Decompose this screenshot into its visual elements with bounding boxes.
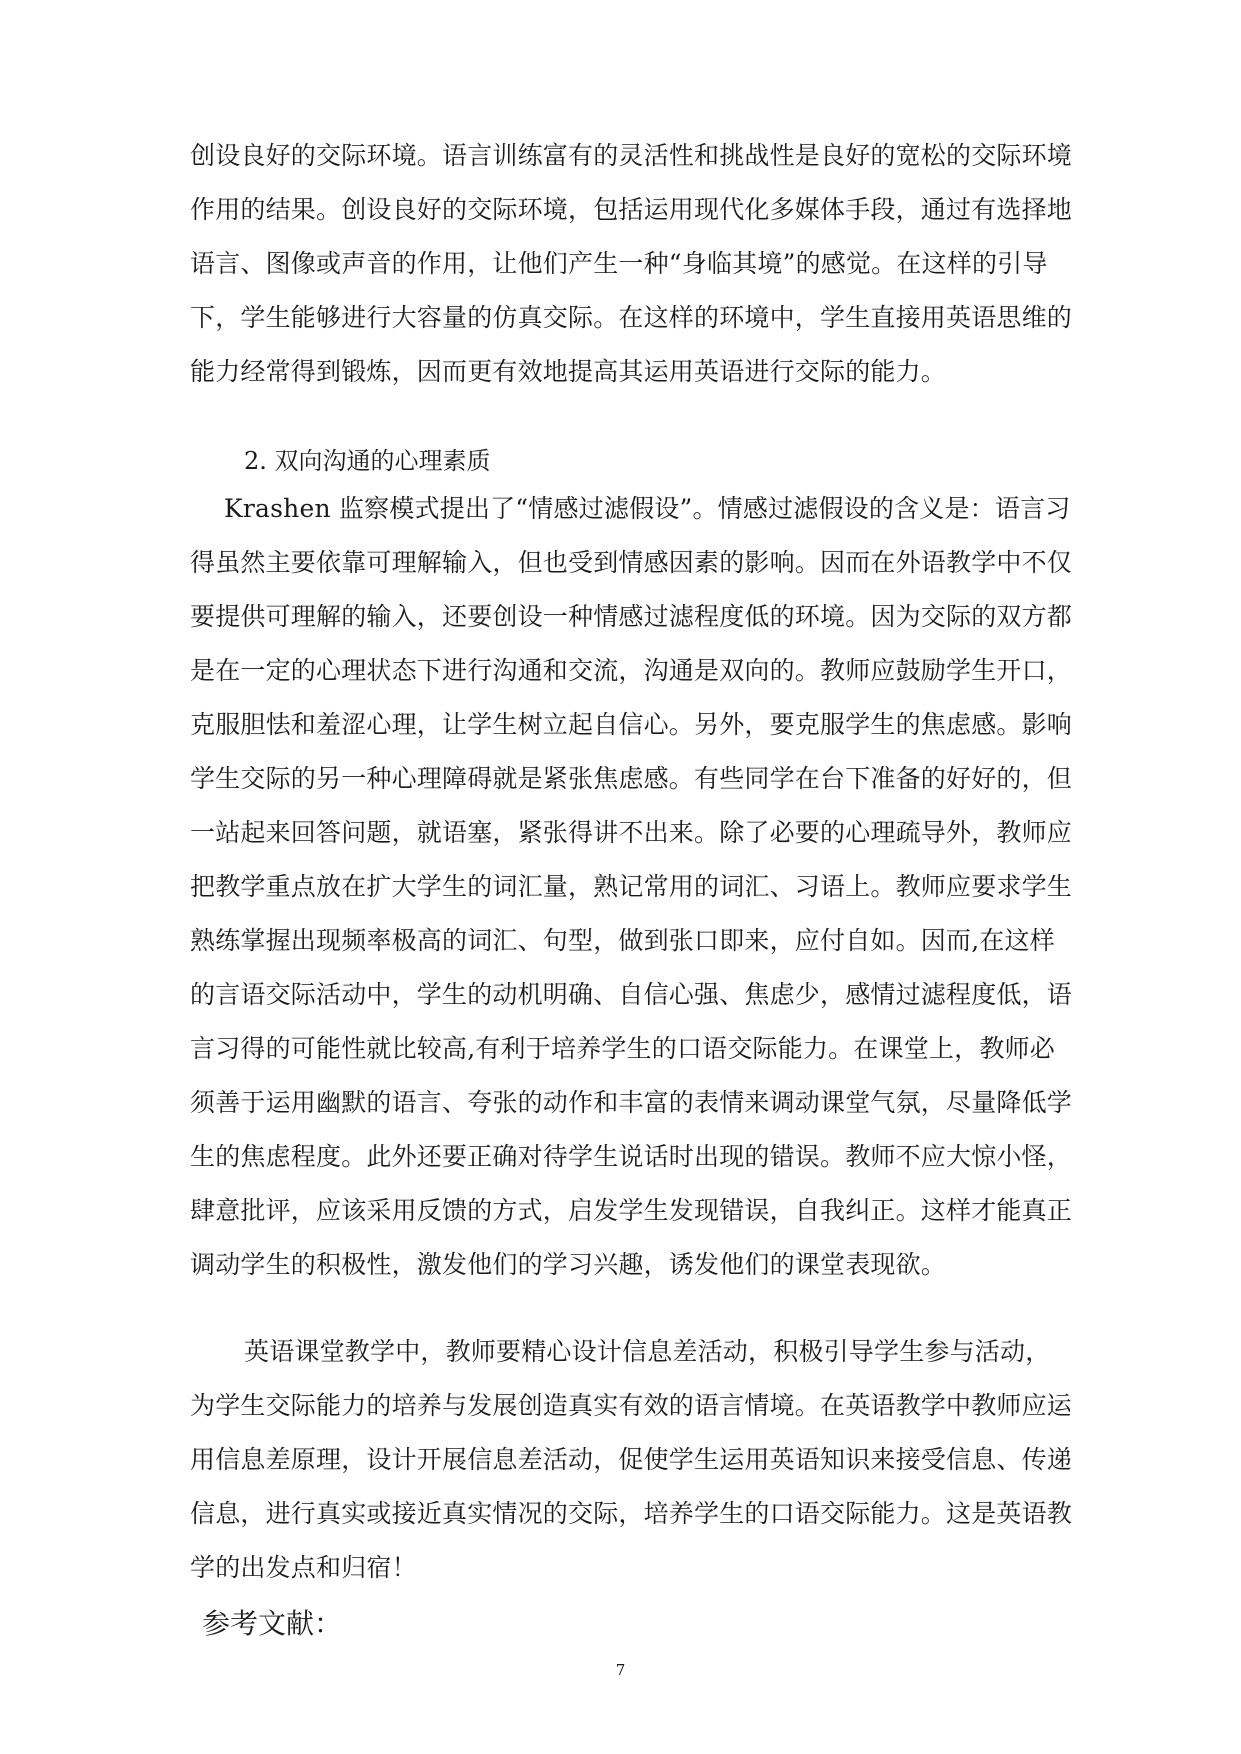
section2-line-4: 是在一定的心理状态下进行沟通和交流，沟通是双向的。教师应鼓励学生开口， bbox=[190, 656, 1073, 685]
paragraph1-line-1: 创设良好的交际环境。语言训练富有的灵活性和挑战性是良好的宽松的交际环境 bbox=[190, 141, 1073, 170]
section2-line-15: 调动学生的积极性，激发他们的学习兴趣，诱发他们的课堂表现欲。 bbox=[190, 1250, 947, 1279]
page-number: 7 bbox=[615, 1661, 626, 1679]
conclusion-line-5: 学的出发点和归宿！ bbox=[190, 1553, 417, 1582]
section2-line-14: 肆意批评，应该采用反馈的方式，启发学生发现错误，自我纠正。这样才能真正 bbox=[190, 1196, 1073, 1225]
conclusion-line-1: 英语课堂教学中，教师要精心设计信息差活动，积极引导学生参与活动， bbox=[244, 1337, 1051, 1366]
conclusion-line-2: 为学生交际能力的培养与发展创造真实有效的语言情境。在英语教学中教师应运 bbox=[190, 1391, 1073, 1420]
section2-line-11: 言习得的可能性就比较高,有利于培养学生的口语交际能力。在课堂上，教师必 bbox=[190, 1034, 1055, 1063]
conclusion-line-4: 信息，进行真实或接近真实情况的交际，培养学生的口语交际能力。这是英语教 bbox=[190, 1499, 1073, 1528]
section2-heading: 2. 双向沟通的心理素质 bbox=[244, 447, 491, 475]
section2-line-3: 要提供可理解的输入，还要创设一种情感过滤程度低的环境。因为交际的双方都 bbox=[190, 602, 1073, 631]
section2-line-7: 一站起来回答问题，就语塞，紧张得讲不出来。除了必要的心理疏导外，教师应 bbox=[190, 818, 1073, 847]
paragraph1-line-3: 语言、图像或声音的作用，让他们产生一种“身临其境”的感觉。在这样的引导 bbox=[190, 249, 1048, 278]
section2-line-13: 生的焦虑程度。此外还要正确对待学生说话时出现的错误。教师不应大惊小怪， bbox=[190, 1142, 1073, 1171]
section2-line-1: Krashen 监察模式提出了“情感过滤假设”。情感过滤假设的含义是：语言习 bbox=[224, 494, 1071, 523]
section2-line-5: 克服胆怯和羞涩心理，让学生树立起自信心。另外，要克服学生的焦虑感。影响 bbox=[190, 710, 1073, 739]
references-heading: 参考文献： bbox=[202, 1607, 343, 1640]
paragraph1-line-4: 下，学生能够进行大容量的仿真交际。在这样的环境中，学生直接用英语思维的 bbox=[190, 303, 1073, 332]
section2-line-9: 熟练掌握出现频率极高的词汇、句型，做到张口即来，应付自如。因而,在这样 bbox=[190, 926, 1055, 955]
section2-line-2: 得虽然主要依靠可理解输入，但也受到情感因素的影响。因而在外语教学中不仅 bbox=[190, 548, 1073, 577]
section2-line-8: 把教学重点放在扩大学生的词汇量，熟记常用的词汇、习语上。教师应要求学生 bbox=[190, 872, 1073, 901]
section2-line-10: 的言语交际活动中，学生的动机明确、自信心强、焦虑少，感情过滤程度低，语 bbox=[190, 980, 1073, 1009]
paragraph1-line-2: 作用的结果。创设良好的交际环境，包括运用现代化多媒体手段，通过有选择地 bbox=[190, 195, 1073, 224]
section2-line-6: 学生交际的另一种心理障碍就是紧张焦虑感。有些同学在台下准备的好好的，但 bbox=[190, 764, 1073, 793]
conclusion-line-3: 用信息差原理，设计开展信息差活动，促使学生运用英语知识来接受信息、传递 bbox=[190, 1445, 1073, 1474]
section2-line-12: 须善于运用幽默的语言、夸张的动作和丰富的表情来调动课堂气氛，尽量降低学 bbox=[190, 1088, 1073, 1117]
paragraph1-line-5: 能力经常得到锻炼，因而更有效地提高其运用英语进行交际的能力。 bbox=[190, 357, 947, 386]
